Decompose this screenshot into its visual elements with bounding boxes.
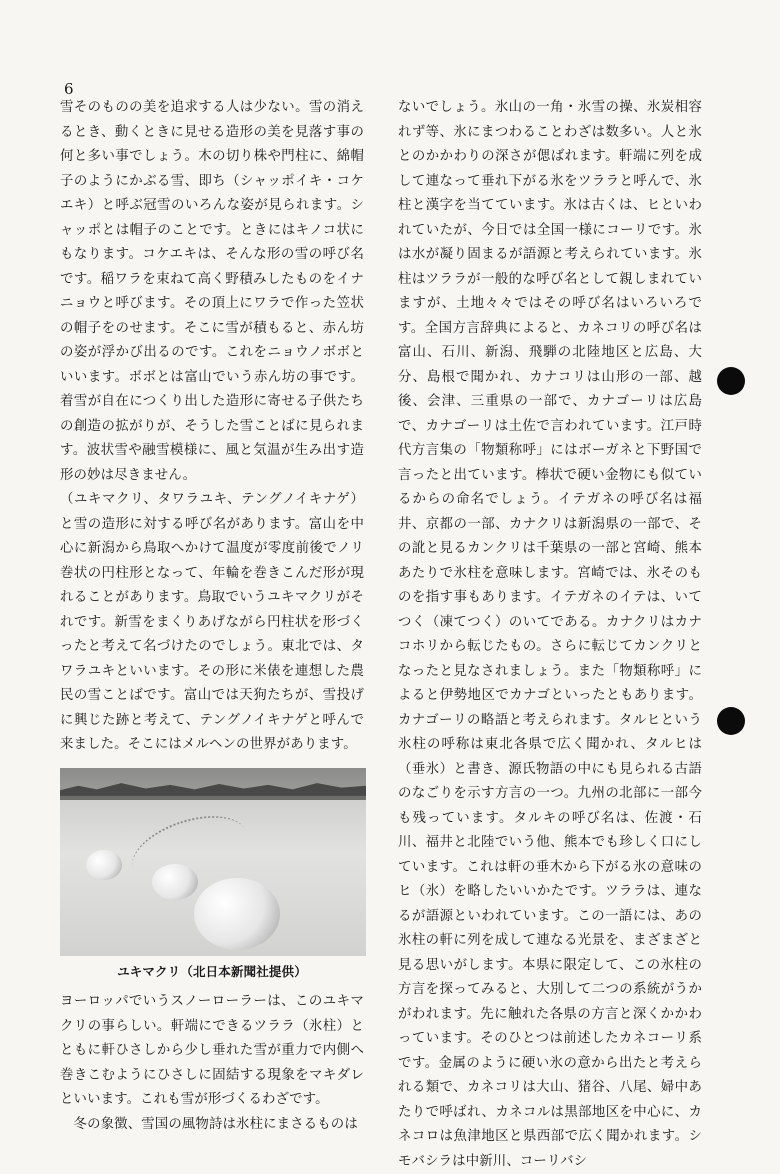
left-paragraph-4: 冬の象徴、雪国の風物詩は氷柱にまさるものは [60, 1116, 358, 1132]
left-paragraph-3: ヨーロッパでいうスノーローラーは、このユキマクリの事らしい。軒端にできるツララ（氷柱）とともに軒ひさしから少し垂れた雪が重力で内側へ巻きこむようにひさしに固結する現象をマキダレといいます。これも雪が形づくるわざです。 [60, 994, 364, 1107]
snow-roller-small [86, 850, 122, 880]
right-paragraph-1: ないでしょう。氷山の一角・氷雪の操、氷炭相容れず等、氷にまつわることわざは数多い。人と氷とのかかわりの深さが偲ばれます。軒端に列を成して連なって垂れ下がる氷をツララと呼んで、氷柱と漢字を当てています。氷は古くは、ヒといわれていたが、今日では全国一様にコーリです。氷は水が凝り固まるが語源と考えられています。氷柱はツララが一般的な呼び名として親しまれていますが、土地々々ではその呼び名はいろいろです。全国方言辞典によると、カネコリの呼び名は富山、石川、新潟、飛騨の北陸地区と広島、大分、島根で聞かれ、カナコリは山形の一部、越後、会津、三重県の一部で、カナゴーリは広島で、カナゴーリは土佐で言われています。江戸時代方言集の「物類称呼」にはボーガネと下野国で言ったと出ています。棒状で硬い金物にも似ているからの命名でしょう。イテガネの呼び名は福井、京都の一部、カナクリは新潟県の一部で、その訛と見るカンクリは千葉県の一部と宮崎、熊本あたりで氷柱を意味します。宮崎では、氷そのものを指す事もあります。イテガネのイテは、いてつく（凍てつく）のいてである。カナクリはカナコホリから転じたもの。さらに転じてカンクリとなったと見なされましょう。また「物類称呼」によると伊勢地区でカナゴといったともあります。カナゴーリの略語と考えられます。タルヒという氷柱の呼称は東北各県で広く聞かれ、タルヒは（垂氷）と書き、源氏物語の中にも見られる古語のなごりを示す方言の一つ。九州の北部に一部今も残っています。タルキの呼び名は、佐渡・石川、福井と北陸でいう他、熊本でも珍しく口にしています。これは軒の垂木から下がる氷の意味のヒ（氷）を略したいいかたです。ツララは、連なるが語源といわれています。この一語には、あの氷柱の軒に列を成して連なる光景を、まざまざと見る思いがします。本県に限定して、この氷柱の方言を探ってみると、大別して二つの系統がうかがわれます。先に触れた各県の方言と深くかかわっています。そのひとつは前述したカネコーリ系です。金属のように硬い氷の意から出たと考えられる類で、カネコリは大山、猪谷、八尾、婦中あたりで呼ばれ、カネコルは黒部地区を中心に、カネコロは魚津地区と県西部で広く聞かれます。シモバシラは中新川、コーリバシ [398, 100, 702, 1169]
left-column [60, 96, 364, 1137]
binder-hole-bottom [717, 707, 745, 735]
snow-roller-medium [152, 864, 198, 900]
field-horizon [60, 796, 366, 800]
photo-caption: ユキマクリ（北日本新聞社提供） [117, 963, 307, 979]
left-paragraph-2: （ユキマクリ、タワラユキ、テングノイキナゲ）と雪の造形に対する呼び名があります。富山を中心に新潟から鳥取へかけて温度が零度前後でノリ巻状の円柱形となって、年輪を巻きこんだ形が現れることがあります。鳥取でいうユキマクリがそれです。新雪をまくりあげながら円柱状を形づくったと考えて名づけたのでしょう。東北では、タワラユキといいます。その形に米俵を連想した農民の雪ことばです。富山では天狗たちが、雪投げに興じた跡と考えて、テングノイキナゲと呼んで来ました。そこにはメルヘンの世界があります。 [60, 492, 364, 752]
snow-roller-photo [60, 768, 366, 956]
snow-roller-large [194, 878, 280, 950]
binder-hole-top [717, 367, 745, 395]
right-column [398, 96, 702, 1174]
page-number: 6 [64, 80, 74, 98]
left-paragraph-1: 雪そのものの美を追求する人は少ない。雪の消えるとき、動くときに見せる造形の美を見落す事の何と多い事でしょう。木の切り株や門柱に、綿帽子のようにかぶる雪、即ち（シャッポイキ・コケエキ）と呼ぶ冠雪のいろんな姿が見られます。シャッポとは帽子のことです。ときにはキノコ状にもなります。コケエキは、そんな形の雪の呼び名です。稲ワラを束ねて高く野積みしたものをイナニョウと呼びます。その頂上にワラで作った笠状の帽子をのせます。そこに雪が積もると、赤ん坊の姿が浮かび出るのです。これをニョウノボボといいます。ボボとは富山でいう赤ん坊の事です。着雪が自在につくり出した造形に寄せる子供たちの創造の拡がりが、そうした雪ことばに見られます。波状雪や融雪模様に、風と気温が生み出す造形の妙は尽きません。 [60, 100, 364, 483]
